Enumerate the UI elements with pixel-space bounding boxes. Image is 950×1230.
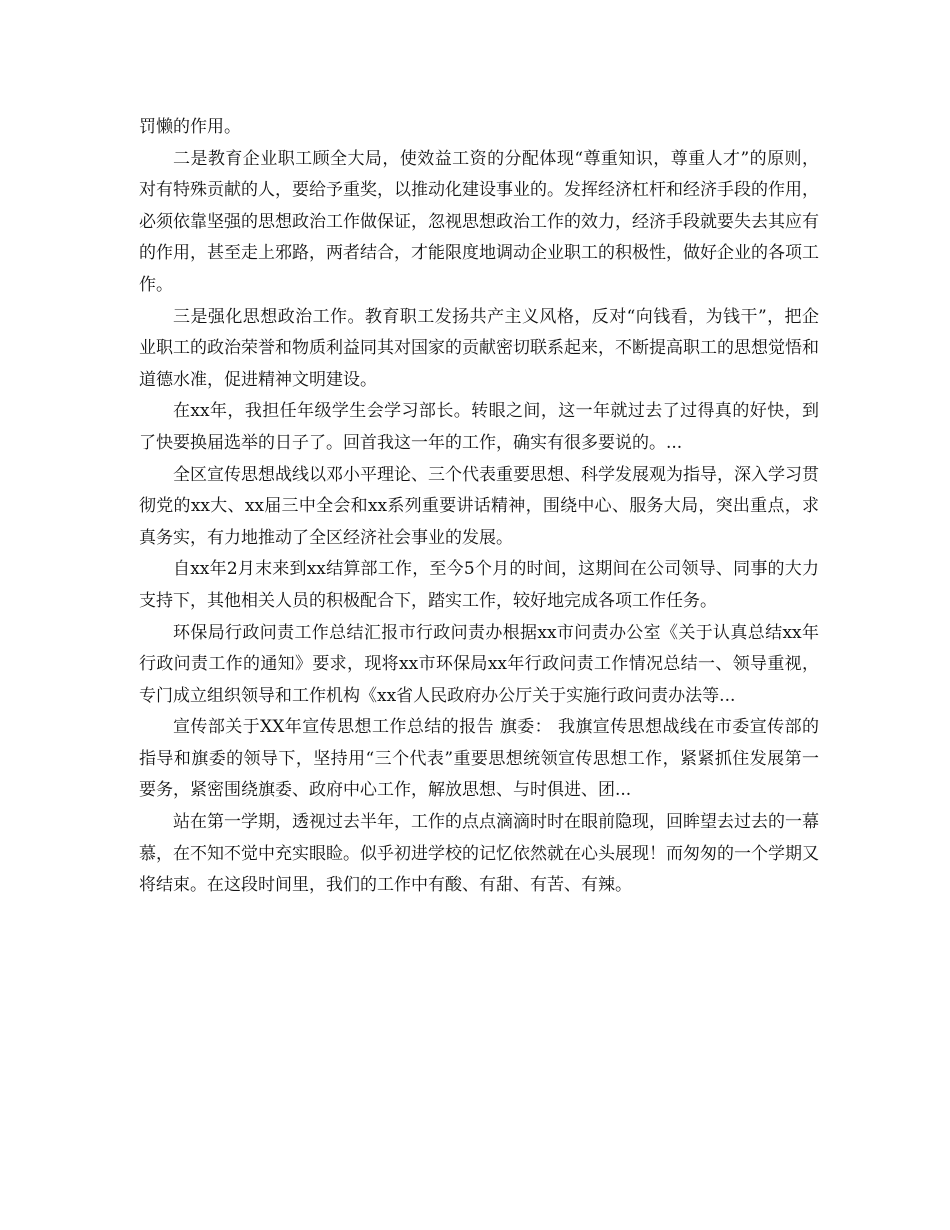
document-body [139,112,819,902]
paragraph-2: 二是教育企业职工顾全大局，使效益工资的分配体现“尊重知识，尊重人才”的原则，对有特殊贡献的人，要给予重奖，以推动化建设事业的。发挥经济杠杆和经济手段的作用，必须依靠坚强的思想政治工作做保证，忽视思想政治工作的效力，经济手段就要失去其应有的作用，甚至走上邪路，两者结合，才能限度地调动企业职工的积极性，做好企业的各项工作。 [139,148,819,295]
paragraph-4: 在xx年，我担任年级学生会学习部长。转眼之间，这一年就过去了过得真的好快，到了快要换届选举的日子了。回首我这一年的工作，确实有很多要说的。... [139,401,819,453]
paragraph-6: 自xx年2月末来到xx结算部工作，至今5个月的时间，这期间在公司领导、同事的大力支持下，其他相关人员的积极配合下，踏实工作，较好地完成各项工作任务。 [139,559,819,611]
paragraph-7: 环保局行政问责工作总结汇报市行政问责办根据xx市问责办公室《关于认真总结xx年行政问责工作的通知》要求，现将xx市环保局xx年行政问责工作情况总结一、领导重视，专门成立组织领导和工作机构《xx省人民政府办公厅关于实施行政问责办法等... [139,622,819,706]
paragraph-8: 宣传部关于XX年宣传思想工作总结的报告 旗委： 我旗宣传思想战线在市委宣传部的指导和旗委的领导下，坚持用“三个代表”重要思想统领宣传思想工作，紧紧抓住发展第一要务，紧密围绕旗委、政府中心工作，解放思想、与时俱进、团... [139,717,819,801]
paragraph-5: 全区宣传思想战线以邓小平理论、三个代表重要思想、科学发展观为指导，深入学习贯彻党的xx大、xx届三中全会和xx系列重要讲话精神，围绕中心、服务大局，突出重点，求真务实，有力地推动了全区经济社会事业的发展。 [139,464,819,548]
paragraph-9: 站在第一学期，透视过去半年，工作的点点滴滴时时在眼前隐现，回眸望去过去的一幕慕，在不知不觉中充实眼睑。似乎初进学校的记忆依然就在心头展现！而匆匆的一个学期又将结束。在这段时间里，我们的工作中有酸、有甜、有苦、有辣。 [139,812,819,896]
paragraph-1: 罚懒的作用。 [139,117,241,137]
paragraph-3: 三是强化思想政治工作。教育职工发扬共产主义风格，反对“向钱看，为钱干”，把企业职工的政治荣誉和物质利益同其对国家的贡献密切联系起来，不断提高职工的思想觉悟和道德水准，促进精神文明建设。 [139,306,819,390]
